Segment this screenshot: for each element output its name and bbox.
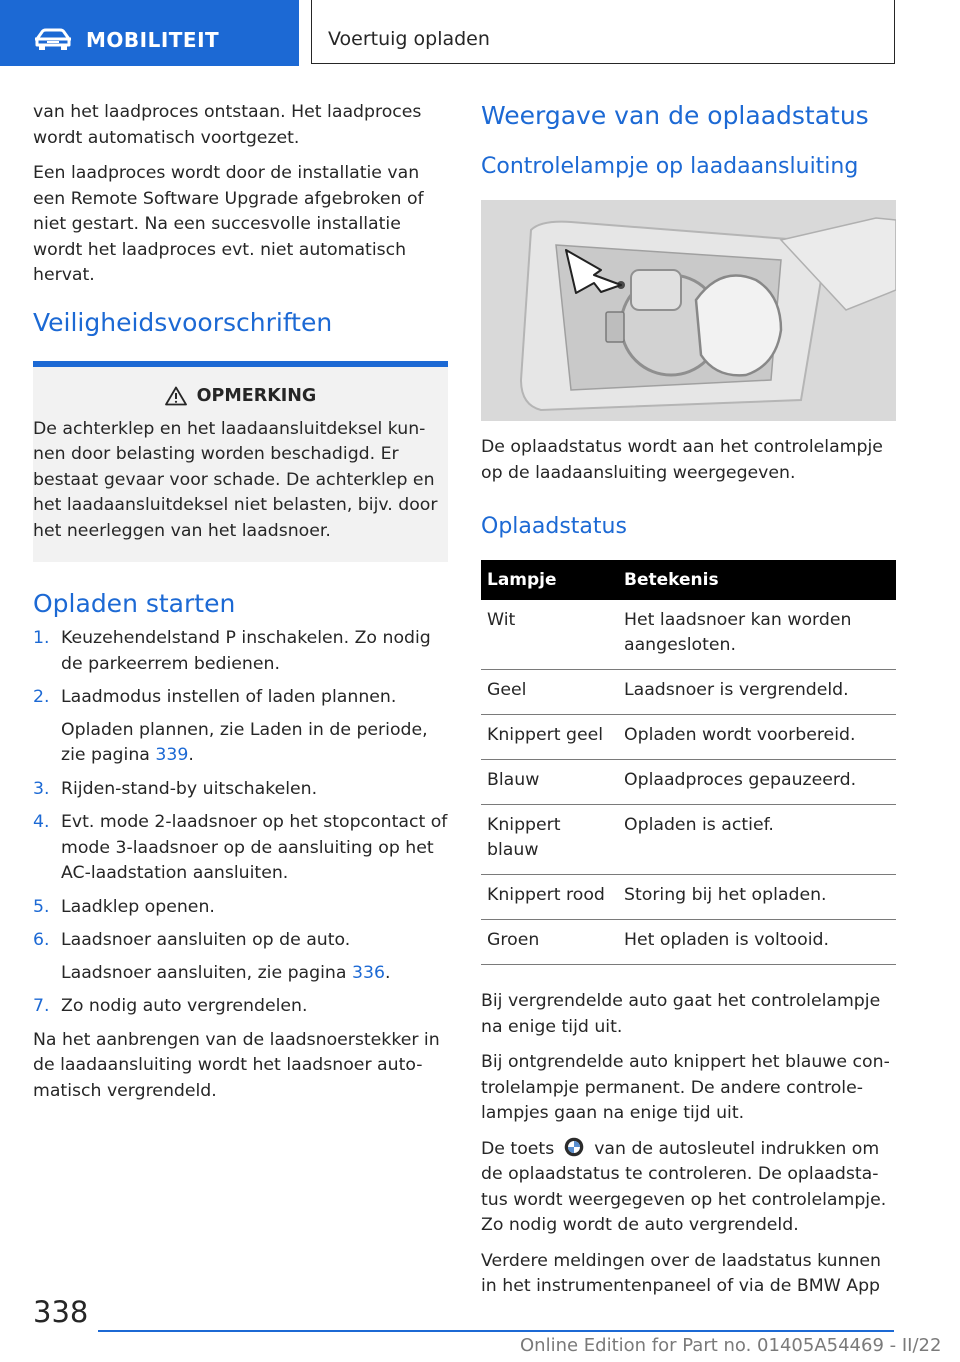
- step-extra-end: .: [384, 962, 391, 983]
- step-number: 5.: [33, 896, 50, 917]
- lamp-subheading: Controlelampje op laadaansluiting: [481, 154, 859, 179]
- key-text-before: De toets: [481, 1138, 555, 1159]
- meaning-cell: Het opladen is voltooid.: [618, 920, 896, 965]
- lamp-cell: Knippert rood: [481, 875, 618, 920]
- step-number: 3.: [33, 778, 50, 799]
- lamp-cell: Blauw: [481, 760, 618, 805]
- meaning-cell: Opladen wordt voorbereid.: [618, 715, 896, 760]
- step-text: Keuzehendelstand P inschakelen. Zo nodig de parkeerrem bedienen.: [61, 628, 431, 674]
- chapter-header: [311, 0, 895, 64]
- status-table: [481, 560, 896, 965]
- after-paragraph: Bij ontgrendelde auto knippert het blauwe con-trolelampje permanent. De andere controle-lampjes gaan na enige tijd uit.: [481, 1052, 890, 1123]
- lamp-cell: Wit: [481, 600, 618, 670]
- page-link-339[interactable]: 339: [155, 745, 189, 765]
- start-heading: Opladen starten: [33, 589, 236, 618]
- after-paragraph: Bij vergrendelde auto gaat het controlelampje na enige tijd uit.: [481, 991, 881, 1037]
- edition-text: Online Edition for Part no. 01405A54469 - II/22: [520, 1335, 942, 1356]
- list-item: [33, 685, 448, 769]
- key-text-after: van de autosleutel indrukken om de oplaadstatus te controleren. De oplaadsta-tus wordt weergegeven op het controlelampje. Zo nodig wordt de auto vergrendeld.: [481, 1138, 887, 1235]
- page-number: 338: [33, 1295, 89, 1329]
- charging-port-photo: [481, 200, 896, 421]
- closing-paragraph: Na het aanbrengen van de laadsnoerstekker in de laadaansluiting wordt het laadsnoer auto-matisch vergrendeld.: [33, 1029, 440, 1101]
- meaning-cell: Laadsnoer is vergrendeld.: [618, 670, 896, 715]
- final-paragraph: Verdere meldingen over de laadstatus kunnen in het instrumentenpaneel of via de BMW App: [481, 1250, 881, 1296]
- notice-box: [33, 361, 448, 563]
- footer-divider: [98, 1330, 894, 1332]
- section-label: MOBILITEIT: [86, 28, 220, 52]
- step-text: Evt. mode 2-laadsnoer op het stopcontact of mode 3-laadsnoer op de aansluiting op het AC-laadstation aansluiten.: [61, 812, 448, 883]
- status-subheading: Oplaadstatus: [481, 514, 627, 539]
- warning-icon: [165, 386, 187, 406]
- table-row: [481, 875, 896, 920]
- lamp-cell: Knippert blauw: [481, 805, 618, 875]
- step-number: 7.: [33, 996, 50, 1016]
- step-extra: [61, 961, 448, 987]
- meaning-cell: Opladen is actief.: [618, 805, 896, 875]
- notice-text: De achterklep en het laadaansluitdeksel kun-nen door belasting worden beschadigd. Er bestaat gevaar voor schade. De achterklep en het laadaansluitdeksel niet belasten, bijv. door het neerleggen van het laadsnoer.: [33, 418, 438, 541]
- notice-header: [33, 383, 448, 409]
- list-item: [33, 895, 448, 921]
- step-number: 1.: [33, 628, 50, 648]
- table-row: [481, 760, 896, 805]
- lamp-cell: Geel: [481, 670, 618, 715]
- intro-paragraph: van het laadproces ontstaan. Het laadproces wordt automatisch voortgezet.: [33, 102, 422, 148]
- step-text: Zo nodig auto vergrendelen.: [61, 996, 308, 1016]
- table-row: [481, 805, 896, 875]
- step-extra-text: Laadsnoer aansluiten, zie pagina: [61, 962, 352, 983]
- safety-heading: Veiligheidsvoorschriften: [33, 307, 333, 337]
- steps-list: [33, 626, 448, 1020]
- meaning-cell: Het laadsnoer kan worden aangesloten.: [618, 600, 896, 670]
- step-extra: [61, 718, 448, 769]
- right-column: [481, 100, 896, 1310]
- table-row: [481, 920, 896, 965]
- table-row: [481, 600, 896, 670]
- step-extra-text: Opladen plannen, zie Laden in de periode, zie pagina: [61, 719, 428, 765]
- lamp-cell: Knippert geel: [481, 715, 618, 760]
- lamp-cell: Groen: [481, 920, 618, 965]
- table-row: [481, 670, 896, 715]
- table-row: [481, 715, 896, 760]
- meaning-cell: Oplaadproces gepauzeerd.: [618, 760, 896, 805]
- list-item: [33, 928, 448, 986]
- list-item: [33, 777, 448, 803]
- step-text: Laadklep openen.: [61, 896, 215, 917]
- step-text: Laadsnoer aansluiten op de auto.: [61, 930, 351, 950]
- car-icon: [33, 27, 73, 53]
- step-number: 4.: [33, 812, 50, 832]
- step-text: Rijden-stand-by uitschakelen.: [61, 778, 318, 799]
- intro-paragraph: Een laadproces wordt door de installatie van een Remote Software Upgrade afgebroken of niet gestart. Na een succesvolle installatie wordt het laadproces evt. niet automatisch hervat.: [33, 163, 424, 285]
- page-link-336[interactable]: 336: [351, 962, 385, 983]
- chapter-title: Voertuig opladen: [328, 28, 490, 50]
- list-item: [33, 626, 448, 677]
- key-paragraph: [481, 1137, 896, 1239]
- charging-port-illustration: [481, 200, 896, 421]
- left-column: [33, 100, 448, 1114]
- section-tab: [0, 0, 299, 66]
- step-number: 6.: [33, 930, 50, 950]
- column-header-lampje: Lampje: [481, 560, 618, 600]
- meaning-cell: Storing bij het opladen.: [618, 875, 896, 920]
- table-header-row: [481, 560, 896, 600]
- photo-caption: De oplaadstatus wordt aan het controlelampje op de laadaansluiting weergegeven.: [481, 437, 883, 483]
- step-extra-end: .: [188, 745, 194, 765]
- display-heading: Weergave van de oplaadstatus: [481, 101, 869, 130]
- bmw-logo-icon: [564, 1137, 584, 1157]
- step-number: 2.: [33, 687, 50, 707]
- list-item: [33, 994, 448, 1020]
- notice-title: OPMERKING: [196, 385, 317, 406]
- step-text: Laadmodus instellen of laden plannen.: [61, 687, 397, 707]
- list-item: [33, 810, 448, 887]
- column-header-betekenis: Betekenis: [618, 560, 896, 600]
